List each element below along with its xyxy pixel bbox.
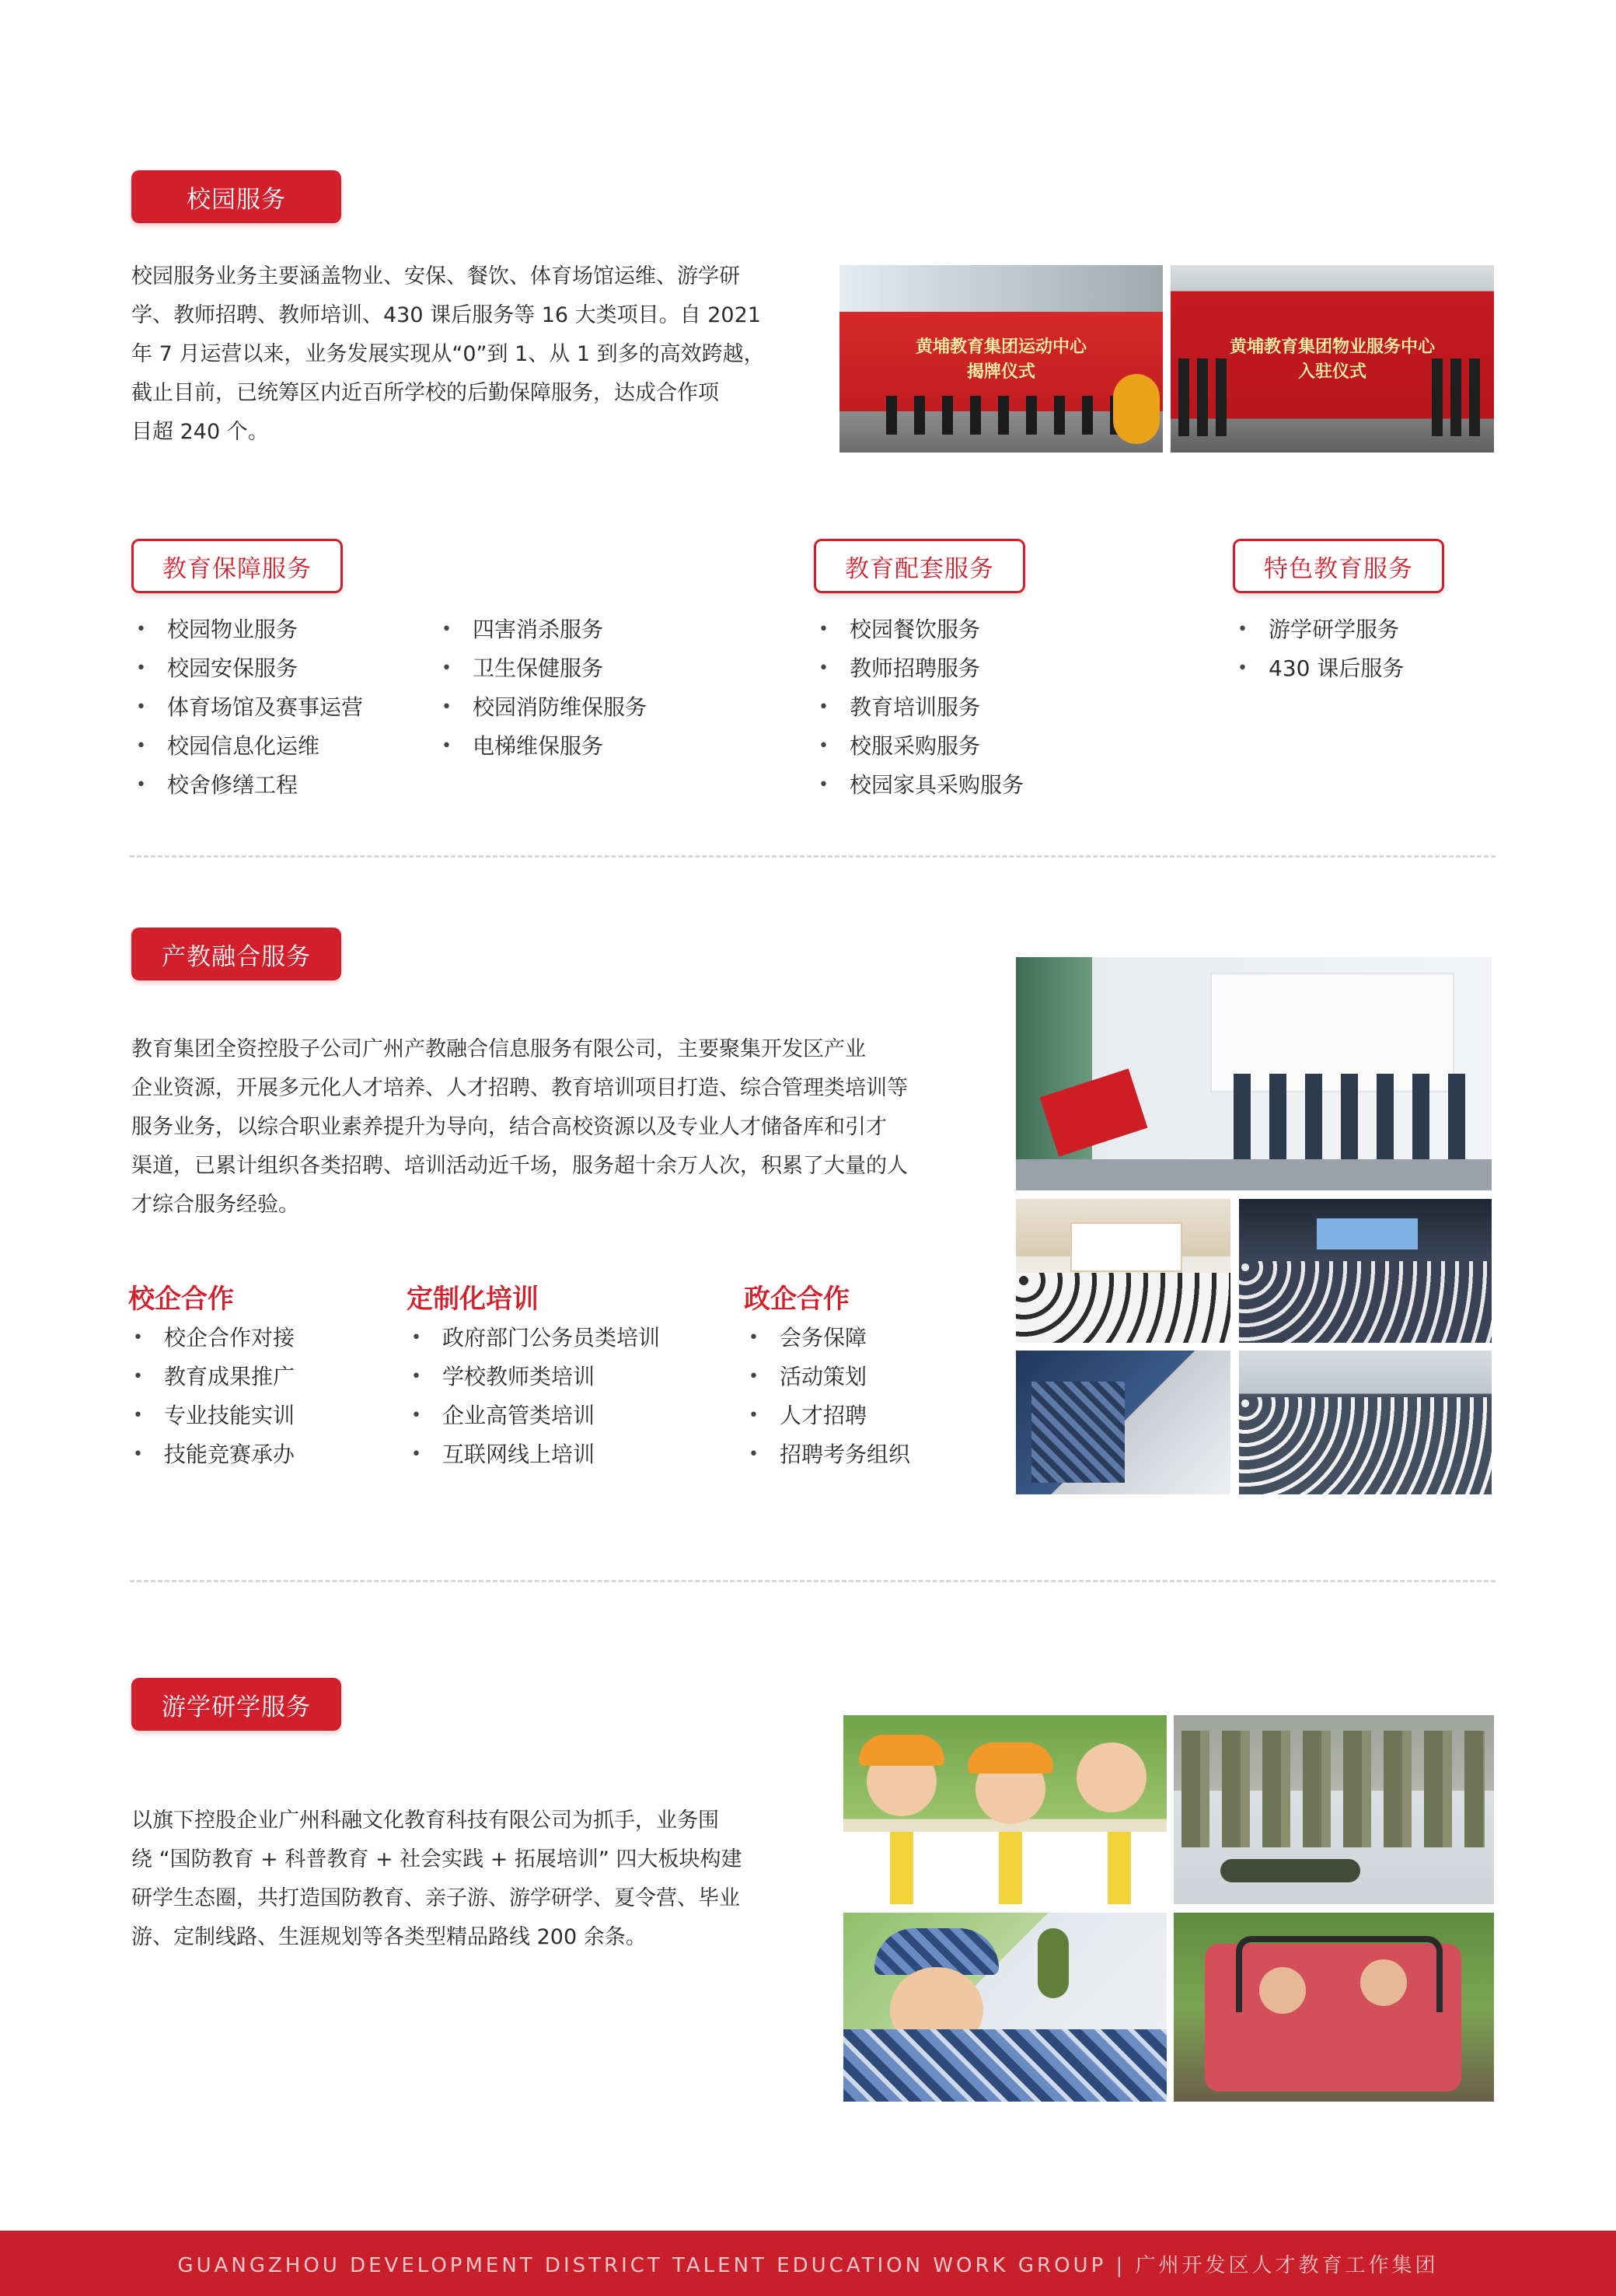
featured-education-list: [1233, 610, 1404, 688]
list-item: • 学校教师类培训: [407, 1358, 660, 1396]
campus-intro-line: 截止目前，已统筹区内近百所学校的后勤保障服务，达成合作项: [131, 381, 719, 405]
list-item: • 校服采购服务: [814, 727, 1024, 766]
people-silhouettes: [1432, 358, 1488, 436]
list-item: • 活动策划: [744, 1358, 910, 1396]
industry-education-title: 产教融合服务: [131, 928, 341, 980]
kid-military-photo: [843, 1913, 1167, 2102]
stage-screen: [1317, 1218, 1418, 1249]
industry-intro-line: 企业资源，开展多元化人才培养、人才招聘、教育培训项目打造、综合管理类培训等: [131, 1076, 908, 1100]
category-tag-featured-education: 特色教育服务: [1233, 539, 1444, 593]
list-item: • 企业高管类培训: [407, 1396, 660, 1435]
conference-hall-photo: [1239, 1199, 1492, 1343]
photo-caption: 揭牌仪式: [966, 362, 1035, 382]
list-item: • 政府部门公务员类培训: [407, 1319, 660, 1358]
photo-caption: 黄埔教育集团运动中心: [915, 337, 1087, 357]
uniformed-people: [1031, 1382, 1125, 1483]
campus-intro-line: 目超 240 个。: [131, 420, 269, 444]
study-intro-line: 绕 “国防教育 + 科普教育 + 社会实践 + 拓展培训” 四大板块构建: [131, 1847, 742, 1871]
campus-intro-line: 校园服务业务主要涵盖物业、安保、餐饮、体育场馆运维、游学研: [131, 264, 740, 288]
list-item: • 校园信息化运维: [131, 727, 363, 766]
list-item: • 校园安保服务: [131, 649, 363, 688]
training-session-photo: [1239, 1351, 1492, 1494]
list-item: • 技能竞赛承办: [128, 1435, 295, 1474]
camo-uniforms: [843, 2029, 1167, 2102]
study-travel-title: 游学研学服务: [131, 1678, 341, 1731]
list-item: • 教育培训服务: [814, 688, 1024, 727]
category-tag-education-support: 教育配套服务: [814, 539, 1025, 593]
list-item: • 校园物业服务: [131, 610, 363, 649]
audience: [1239, 1397, 1492, 1494]
list-item: • 互联网线上培训: [407, 1435, 660, 1474]
list-item: • 校舍修缮工程: [131, 766, 363, 805]
study-intro-line: 以旗下控股企业广州科融文化教育科技有限公司为抓手，业务围: [131, 1808, 719, 1833]
children-science-photo: [843, 1715, 1167, 1904]
list-item: • 电梯维保服务: [437, 727, 647, 766]
audience: [1016, 1273, 1230, 1343]
camouflage-students: [1181, 1731, 1485, 1847]
child-cap: [859, 1735, 944, 1766]
list-item: • 卫生保健服务: [437, 649, 647, 688]
children-shirts: [843, 1832, 1167, 1904]
list-item: • 430 课后服务: [1233, 649, 1404, 688]
sports-center-ceremony-photo: [839, 265, 1163, 453]
subhead-government-enterprise: 政企合作: [744, 1284, 850, 1315]
classroom-event-photo: [1016, 1199, 1230, 1343]
list-item: • 校园餐饮服务: [814, 610, 1024, 649]
custom-training-list: [407, 1319, 660, 1474]
government-enterprise-list: [744, 1319, 910, 1474]
list-item: • 招聘考务组织: [744, 1435, 910, 1474]
list-item: • 校企合作对接: [128, 1319, 295, 1358]
people-silhouettes: [1178, 358, 1233, 436]
campus-service-title: 校园服务: [131, 170, 341, 223]
list-item: • 专业技能实训: [128, 1396, 295, 1435]
industry-intro-line: 才综合服务经验。: [131, 1193, 299, 1217]
category-tag-education-guarantee: 教育保障服务: [131, 539, 343, 593]
industry-intro-line: 渠道，已累计组织各类招聘、培训活动近千场，服务超十余万人次，积累了大量的人: [131, 1154, 908, 1178]
photo-caption: 入驻仪式: [1297, 362, 1366, 382]
training-dummy: [1220, 1859, 1360, 1882]
stage-screen: [1070, 1222, 1182, 1272]
list-item: • 体育场馆及赛事运营: [131, 688, 363, 727]
lion-dance-figure: [1113, 374, 1160, 444]
first-aid-training-photo: [1174, 1715, 1494, 1904]
building-facade: [839, 265, 1163, 312]
list-item: • 校园家具采购服务: [814, 766, 1024, 805]
floor: [1016, 1159, 1492, 1190]
subhead-custom-training: 定制化培训: [407, 1284, 539, 1315]
page-footer: GUANGZHOU DEVELOPMENT DISTRICT TALENT EDUCATION WORK GROUP | 广州开发区人才教育工作集团: [0, 2231, 1616, 2296]
model-rocket: [1038, 1928, 1069, 1998]
audience: [1239, 1261, 1492, 1343]
off-road-vehicle-photo: [1174, 1913, 1494, 2102]
campus-intro-line: 年 7 月运营以来，业务发展实现从“0”到 1、从 1 到多的高效跨越，: [131, 342, 765, 366]
section-divider: [130, 1580, 1496, 1582]
school-enterprise-list: [128, 1319, 295, 1474]
child-face: [1077, 1742, 1147, 1812]
list-item: • 教师招聘服务: [814, 649, 1024, 688]
education-support-list: [814, 610, 1024, 805]
education-guarantee-list-col2: [437, 610, 647, 766]
list-item: • 教育成果推广: [128, 1358, 295, 1396]
campus-intro-paragraph: [131, 257, 784, 452]
study-intro-line: 研学生态圈，共打造国防教育、亲子游、游学研学、夏令营、毕业: [131, 1886, 740, 1910]
study-intro-line: 游、定制线路、生涯规划等各类型精品路线 200 余条。: [131, 1925, 647, 1949]
section-divider: [130, 855, 1496, 858]
list-item: • 会务保障: [744, 1319, 910, 1358]
photo-caption: 黄埔教育集团物业服务中心: [1229, 337, 1435, 357]
industry-intro-paragraph: [131, 1030, 955, 1225]
child-cap: [968, 1742, 1053, 1774]
rider-face: [1259, 1967, 1306, 2014]
people-silhouettes: [886, 396, 1119, 435]
list-item: • 校园消防维保服务: [437, 688, 647, 727]
recruitment-booth-photo: [1016, 1351, 1230, 1494]
party-flag: [1040, 1068, 1148, 1156]
list-item: • 游学研学服务: [1233, 610, 1404, 649]
education-guarantee-list-col1: [131, 610, 363, 805]
list-item: • 人才招聘: [744, 1396, 910, 1435]
property-center-ceremony-photo: [1171, 265, 1494, 453]
list-item: • 四害消杀服务: [437, 610, 647, 649]
rider-face: [1360, 1959, 1407, 2006]
industry-intro-line: 教育集团全资控股子公司广州产教融合信息服务有限公司，主要聚集开发区产业: [131, 1037, 866, 1061]
subhead-school-enterprise: 校企合作: [128, 1284, 234, 1315]
study-intro-paragraph: [131, 1802, 784, 1957]
campus-intro-line: 学、教师招聘、教师培训、430 课后服务等 16 大类项目。自 2021: [131, 303, 761, 327]
oath-ceremony-photo: [1016, 957, 1492, 1190]
industry-intro-line: 服务业务，以综合职业素养提升为导向，结合高校资源以及专业人才储备库和引才: [131, 1115, 887, 1139]
